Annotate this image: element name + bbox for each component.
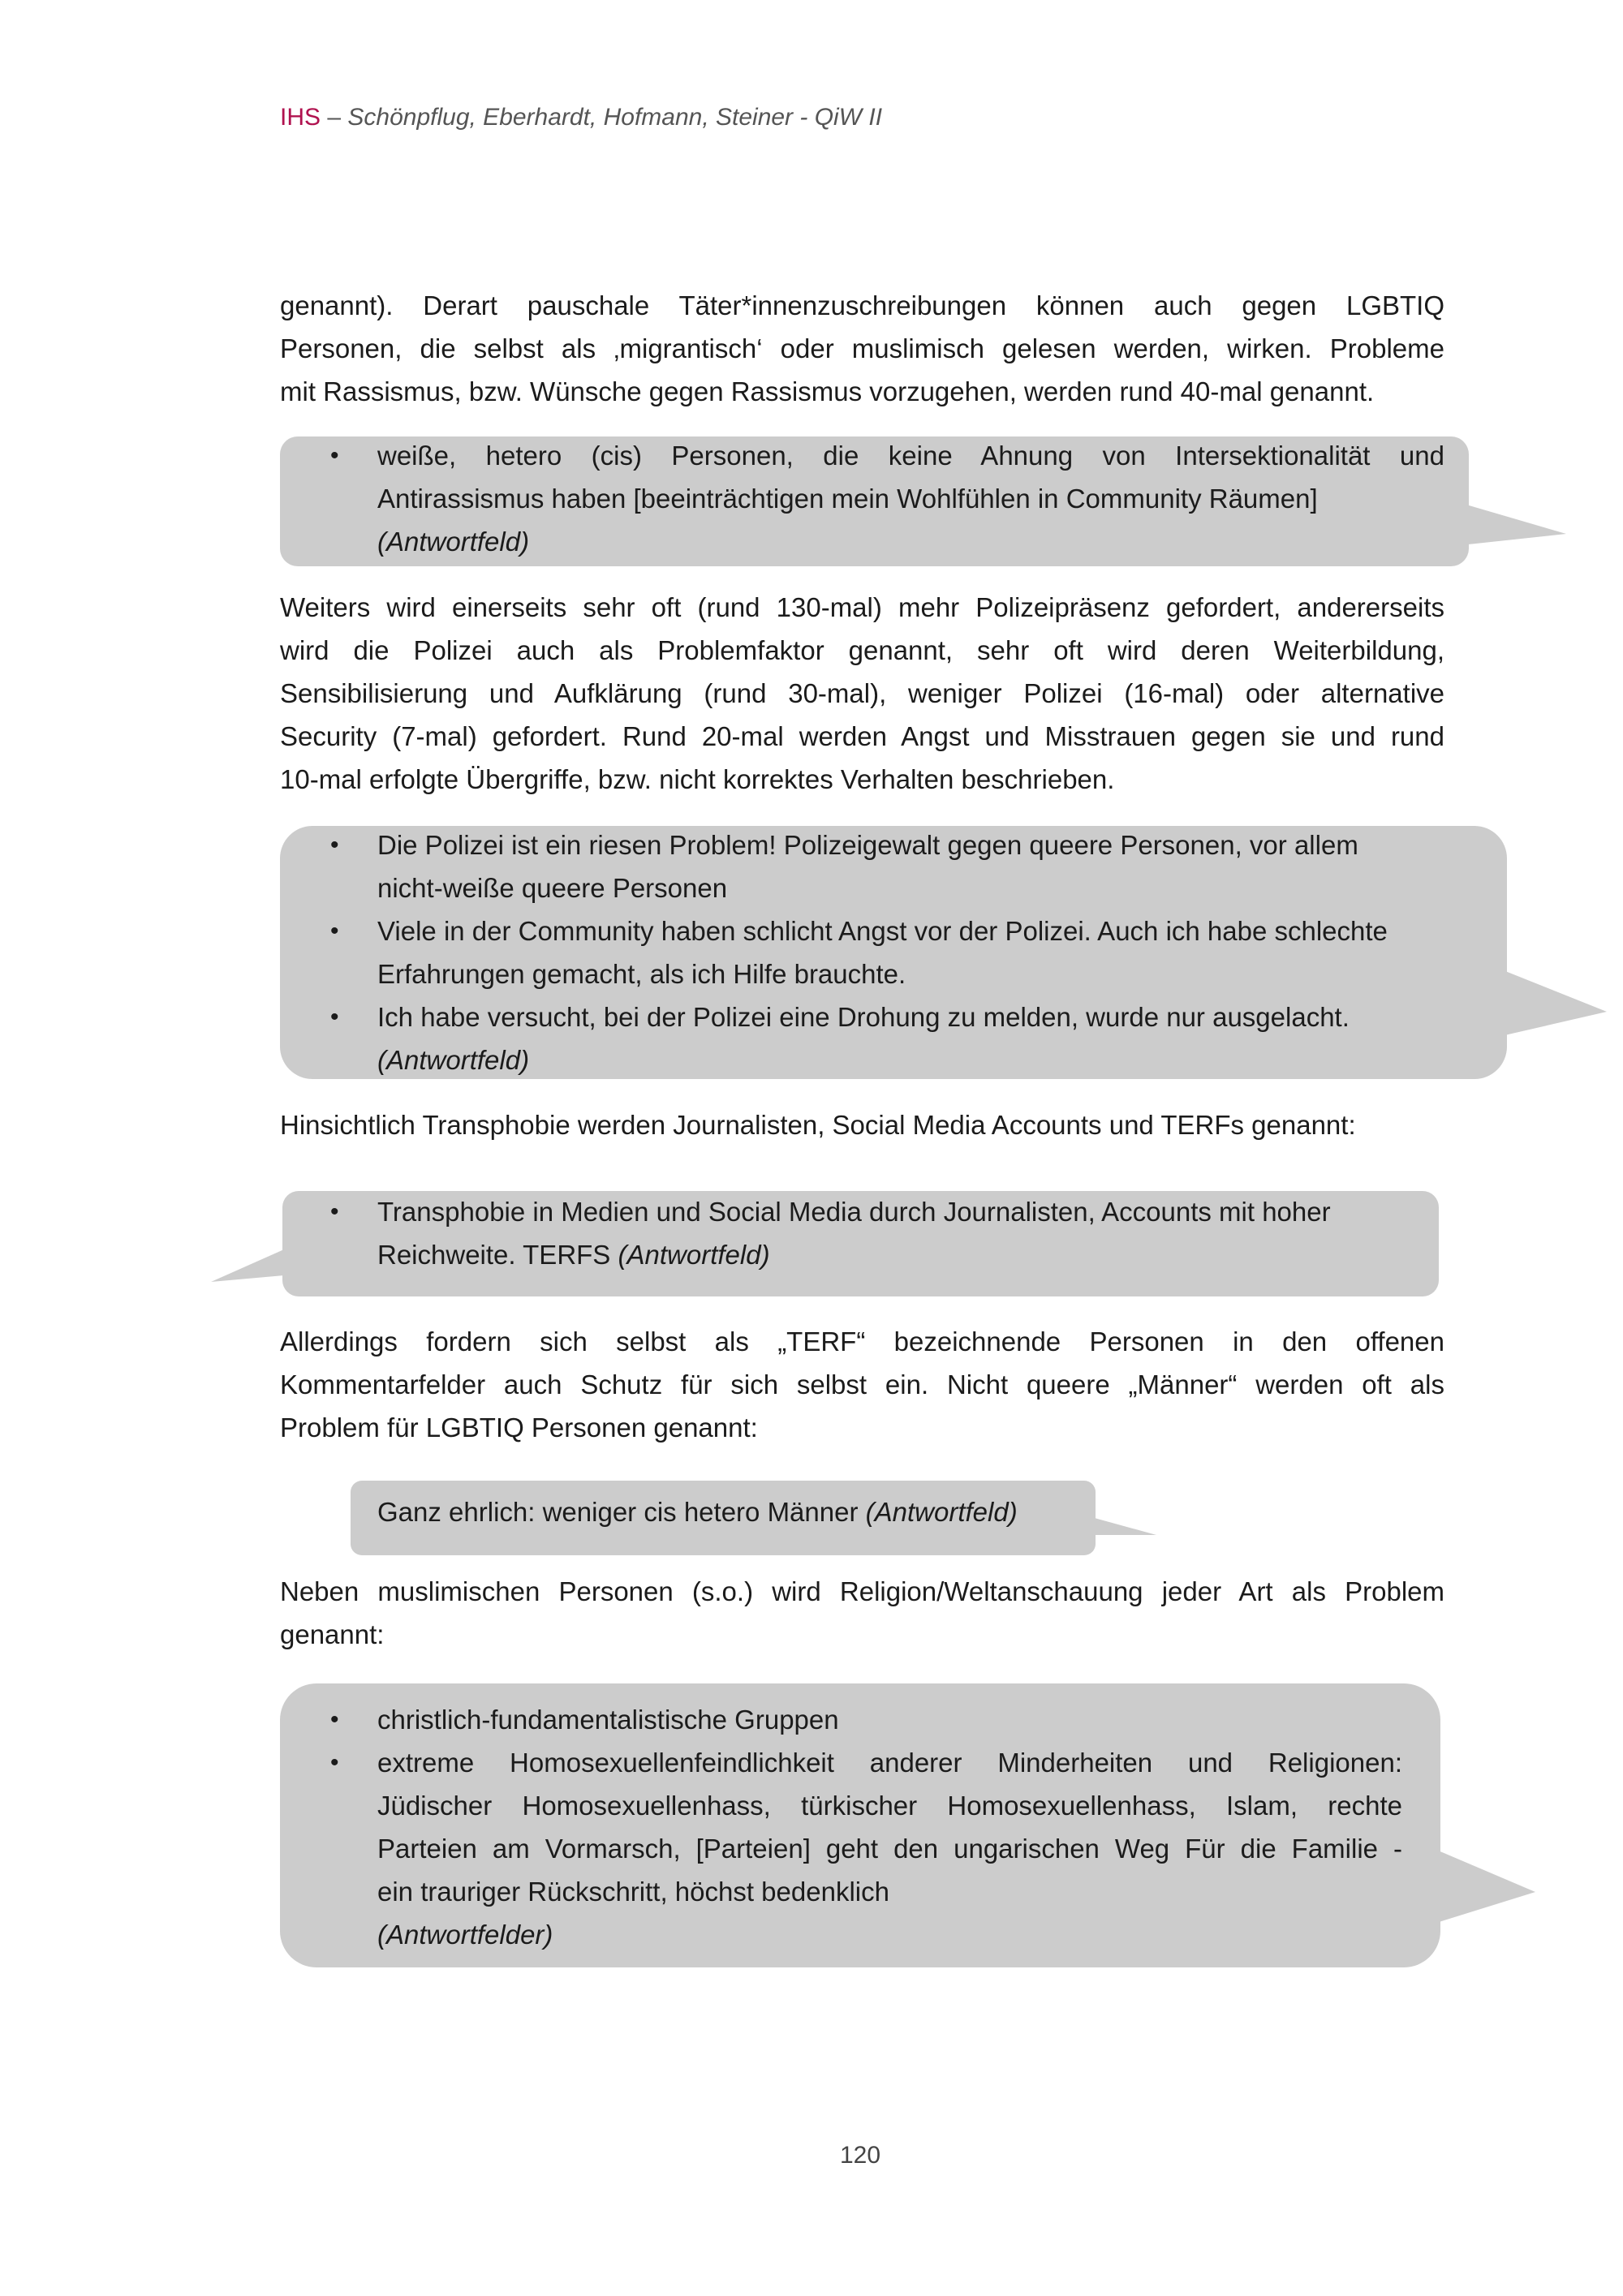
paragraph-line: Sensibilisierung und Aufklärung (rund 30-mal), weniger Polizei (16-mal) oder alternative [280, 678, 1444, 708]
quote-source: (Antwortfeld) [377, 527, 530, 557]
quote-line: Parteien am Vormarsch, [Parteien] geht den ungarischen Weg Für die Familie - [377, 1834, 1402, 1864]
bullet-icon: • [330, 832, 339, 858]
quote-line: nicht-weiße queere Personen [377, 873, 728, 903]
header-org: IHS [280, 104, 321, 131]
quote-list [280, 434, 1444, 563]
paragraph-line: Weiters wird einerseits sehr oft (rund 130-mal) mehr Polizeipräsenz gefordert, andererseits [280, 592, 1444, 622]
paragraph-line: genannt). Derart pauschale Täter*innenzuschreibungen können auch gegen LGBTIQ [280, 290, 1444, 320]
paragraph-2 [280, 586, 1444, 801]
quote-line: Die Polizei ist ein riesen Problem! Polizeigewalt gegen queere Personen, vor allem [377, 830, 1358, 860]
bullet-icon: • [330, 918, 339, 944]
paragraph-3 [280, 1103, 1444, 1146]
speech-bubble-tail [1501, 970, 1607, 1043]
bullet-icon: • [330, 1198, 339, 1225]
paragraph-line: Hinsichtlich Transphobie werden Journalisten, Social Media Accounts und TERFs genannt: [280, 1110, 1356, 1140]
paragraph-1 [280, 284, 1444, 413]
quote-line: extreme Homosexuellenfeindlichkeit anderer Minderheiten und Religionen: [377, 1748, 1402, 1778]
quote-line: Transphobie in Medien und Social Media durch Journalisten, Accounts mit hoher [377, 1197, 1331, 1227]
quote-list [280, 1190, 1444, 1276]
list-item [280, 434, 1444, 563]
list-item [280, 909, 1444, 995]
list-item [280, 995, 1444, 1081]
header-separator: – [327, 104, 342, 131]
paragraph-line: Neben muslimischen Personen (s.o.) wird Religion/Weltanschauung jeder Art als Problem [280, 1576, 1444, 1606]
paragraph-line: 10-mal erfolgte Übergriffe, bzw. nicht korrektes Verhalten beschrieben. [280, 764, 1115, 794]
list-item [280, 1741, 1402, 1956]
paragraph-4 [280, 1320, 1444, 1449]
quote-list [280, 823, 1444, 1081]
quote-list [280, 1698, 1402, 1956]
header-authors: Schönpflug, Eberhardt, Hofmann, Steiner - QiW II [347, 104, 883, 131]
quote-line: christlich-fundamentalistische Gruppen [377, 1705, 839, 1735]
quote-line [377, 1490, 1108, 1533]
list-item [280, 823, 1444, 909]
paragraph-line: wird die Polizei auch als Problemfaktor genannt, sehr oft wird deren Weiterbildung, [280, 635, 1444, 665]
bullet-icon: • [330, 442, 339, 469]
quote-text-block [377, 1490, 1108, 1533]
paragraph-line: Allerdings fordern sich selbst als „TERF“ bezeichnende Personen in den offenen [280, 1326, 1444, 1357]
quote-line: Antirassismus haben [beeinträchtigen mein Wohlfühlen in Community Räumen] [377, 484, 1318, 514]
paragraph-line: mit Rassismus, bzw. Wünsche gegen Rassismus vorzugehen, werden rund 40-mal genannt. [280, 376, 1375, 406]
quote-text: Ganz ehrlich: weniger cis hetero Männer [377, 1497, 859, 1527]
bullet-icon: • [330, 1749, 339, 1776]
quote-source: (Antwortfelder) [377, 1920, 553, 1950]
paragraph-line: Problem für LGBTIQ Personen genannt: [280, 1412, 758, 1443]
quote-line: ein trauriger Rückschritt, höchst bedenklich [377, 1877, 889, 1907]
quote-line: Erfahrungen gemacht, als ich Hilfe brauchte. [377, 959, 906, 989]
bullet-icon: • [330, 1004, 339, 1030]
quote-line: Viele in der Community haben schlicht Angst vor der Polizei. Auch ich habe schlechte [377, 916, 1388, 946]
list-item [280, 1698, 1402, 1741]
paragraph-line: Personen, die selbst als ‚migrantisch‘ oder muslimisch gelesen werden, wirken. Probleme [280, 333, 1444, 363]
page-number: 120 [839, 2142, 881, 2169]
speech-bubble-tail [1461, 503, 1566, 552]
speech-bubble-tail [1436, 1850, 1538, 1927]
running-header [280, 104, 882, 131]
quote-source: (Antwortfeld) [618, 1240, 770, 1270]
list-item [280, 1190, 1444, 1276]
quote-source: (Antwortfeld) [865, 1497, 1018, 1527]
paragraph-line: genannt: [280, 1619, 385, 1649]
quote-text: Reichweite. TERFS [377, 1240, 611, 1270]
quote-source: (Antwortfeld) [377, 1045, 530, 1075]
quote-line [377, 1233, 1444, 1276]
bullet-icon: • [330, 1706, 339, 1733]
quote-line: Jüdischer Homosexuellenhass, türkischer Homosexuellenhass, Islam, rechte [377, 1791, 1402, 1821]
paragraph-line: Security (7-mal) gefordert. Rund 20-mal werden Angst und Misstrauen gegen sie und rund [280, 721, 1444, 751]
paragraph-5 [280, 1570, 1444, 1656]
paragraph-line: Kommentarfelder auch Schutz für sich selbst ein. Nicht queere „Männer“ werden oft als [280, 1369, 1444, 1400]
quote-line: Ich habe versucht, bei der Polizei eine Drohung zu melden, wurde nur ausgelacht. [377, 1002, 1350, 1032]
quote-line: weiße, hetero (cis) Personen, die keine Ahnung von Intersektionalität und [377, 441, 1444, 471]
